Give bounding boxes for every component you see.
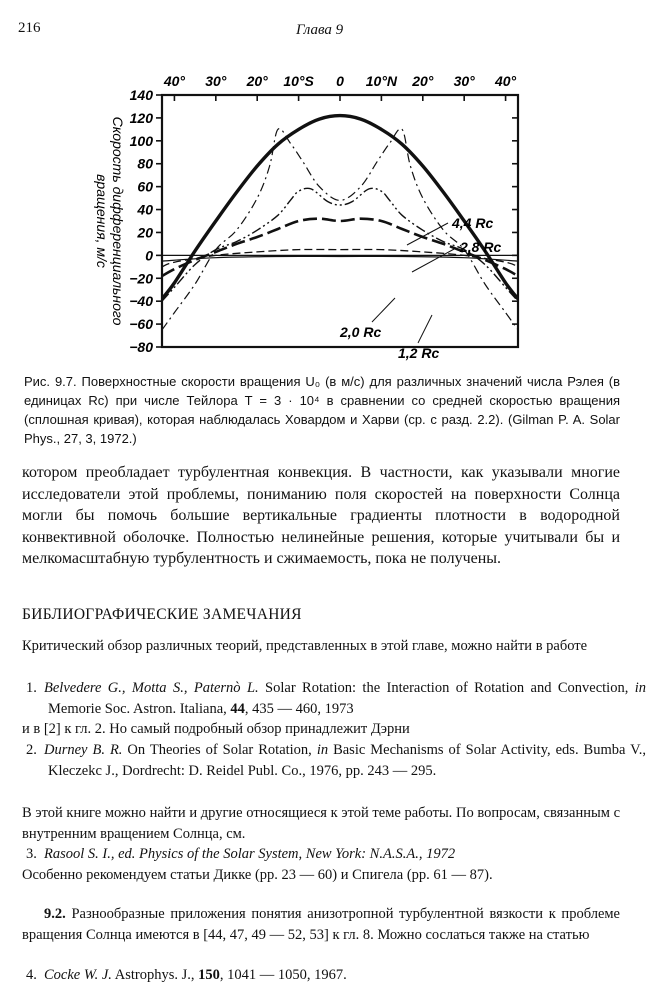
x-tick-label: 10°S <box>283 73 314 89</box>
reference-number: 1. <box>26 680 37 696</box>
running-head: Глава 9 <box>296 22 344 38</box>
reference-text: Astrophys. J., <box>111 967 199 983</box>
reference-text: On Theories of Solar Rotation, <box>122 742 317 758</box>
reference-2 <box>22 740 646 781</box>
y-tick-label: 100 <box>129 132 153 149</box>
section-title: БИБЛИОГРАФИЧЕСКИЕ ЗАМЕЧАНИЯ <box>22 606 302 623</box>
x-tick-label: 30° <box>205 73 227 89</box>
reference-number: 2. <box>26 742 37 758</box>
y-tick-label: 80 <box>137 155 153 172</box>
y-tick-label: −60 <box>129 316 153 333</box>
y-tick-label: 120 <box>129 109 153 126</box>
reference-in: in <box>316 742 329 758</box>
bib-intro: Критический обзор различных теорий, представленных в этой главе, можно найти в работе <box>22 638 588 654</box>
x-tick-label: 20° <box>412 73 434 89</box>
series-label: 4,4 Rc <box>452 215 494 231</box>
reference-pages: , 435 — 460, 1973 <box>244 700 354 717</box>
y-tick-label: 0 <box>145 247 153 264</box>
series-label: 2,0 Rc <box>340 324 382 340</box>
section-text: Разнообразные приложения понятия анизотропной турбулентной вязкости к проблеме вращения Солнца имеются в [44, 47, 49 — 52, 53] к гл. 8. Можно сослаться также на статью <box>22 906 620 943</box>
x-tick-label: 40° <box>494 73 517 89</box>
section-number: 9.2. <box>44 906 66 922</box>
figure-caption: Рис. 9.7. Поверхностные скорости вращения U₀ (в м/с) для различных значений числа Рэлея (в единицах Rc) при числе Тейлора T = 3 · 10⁴ в сравнении со средней скоростью вращения (сплошная кривая), которая наблюдалась Ховардом и Харви (ср. с разд. 2.2). (Gilman P. A. Solar Phys., 27, 3, 1972.) <box>24 374 620 446</box>
reference-number: 3. <box>26 846 37 862</box>
series-label: 1,2 Rc <box>398 345 440 361</box>
series-line-observed <box>162 116 518 299</box>
reference-number: 4. <box>26 967 37 983</box>
reference-rest: Memorie Soc. Astron. Italiana, <box>48 700 231 717</box>
reference-volume: 44 <box>230 700 245 717</box>
bib-paragraph-3: В этой книге можно найти и другие относящиеся к этой теме работы. По вопросам, связанным с внутренним вращением Солнца, см. <box>22 805 620 842</box>
reference-authors: Durney B. R. <box>44 742 123 758</box>
series-leader-line <box>418 315 432 343</box>
reference-rest: Basic Mechanisms of Solar Activity, eds. Bumba V., Kleczekc J., Dordrecht: D. Reidel Publ. Co., 1976, pp. 243 — 295. <box>48 742 646 779</box>
y-tick-label: 140 <box>129 87 153 103</box>
bib-paragraph-4: Особенно рекомендуем статьи Дикке (pp. 23 — 60) и Спигела (pp. 61 — 87). <box>22 867 493 883</box>
series-leader-line <box>372 298 395 322</box>
figure-chart <box>0 60 643 365</box>
reference-text: , ed. Physics of the Solar System, New York: N.A.S.A., 1972 <box>110 846 456 862</box>
reference-authors: Cocke W. J. <box>44 967 112 983</box>
reference-in: in <box>634 680 646 696</box>
y-tick-label: −80 <box>129 339 153 355</box>
reference-text: Solar Rotation: the Interaction of Rotation and Convection, <box>258 680 635 696</box>
y-axis-label-line2: вращения, м/с <box>94 174 110 268</box>
y-axis-label-line1: Скорость дифференциального <box>110 116 126 326</box>
y-tick-label: 20 <box>137 224 153 241</box>
x-tick-label: 0 <box>336 73 344 89</box>
reference-1 <box>22 678 646 719</box>
y-tick-label: 60 <box>137 178 153 195</box>
series-leader-line <box>407 223 448 245</box>
reference-pages: , 1041 — 1050, 1967. <box>219 967 347 983</box>
x-tick-label: 10°N <box>365 73 398 89</box>
reference-3 <box>22 844 646 865</box>
x-tick-label: 30° <box>453 73 475 89</box>
series-line-flat <box>162 256 518 261</box>
bib-paragraph-2: и в [2] к гл. 2. Но самый подробный обзор принадлежит Дэрни <box>22 721 410 737</box>
page-number: 216 <box>18 20 41 36</box>
reference-volume: 150 <box>198 967 220 983</box>
body-paragraph: котором преобладает турбулентная конвекция. В частности, как указывали многие исследователи этой проблемы, пониманию поля скоростей на поверхности Солнца могли бы помочь большие вертикальные градиенты плотности в водородной конвективной оболочке. Полностью нелинейные решения, которые учитывали бы и мелкомасштабную турбулентность и сжимаемость, пока не получены. <box>22 464 620 567</box>
reference-4 <box>22 965 646 986</box>
reference-authors: Belvedere G., Motta S., Paternò L. <box>44 680 259 696</box>
x-tick-label: 40° <box>163 73 186 89</box>
x-tick-label: 20° <box>246 73 268 89</box>
y-tick-label: 40 <box>137 201 153 218</box>
reference-authors: Rasool S. I. <box>44 846 111 862</box>
y-tick-label: −40 <box>129 293 153 310</box>
y-tick-label: −20 <box>129 270 153 287</box>
series-label: 2,8 Rc <box>460 239 502 255</box>
section-9-2 <box>22 904 620 945</box>
